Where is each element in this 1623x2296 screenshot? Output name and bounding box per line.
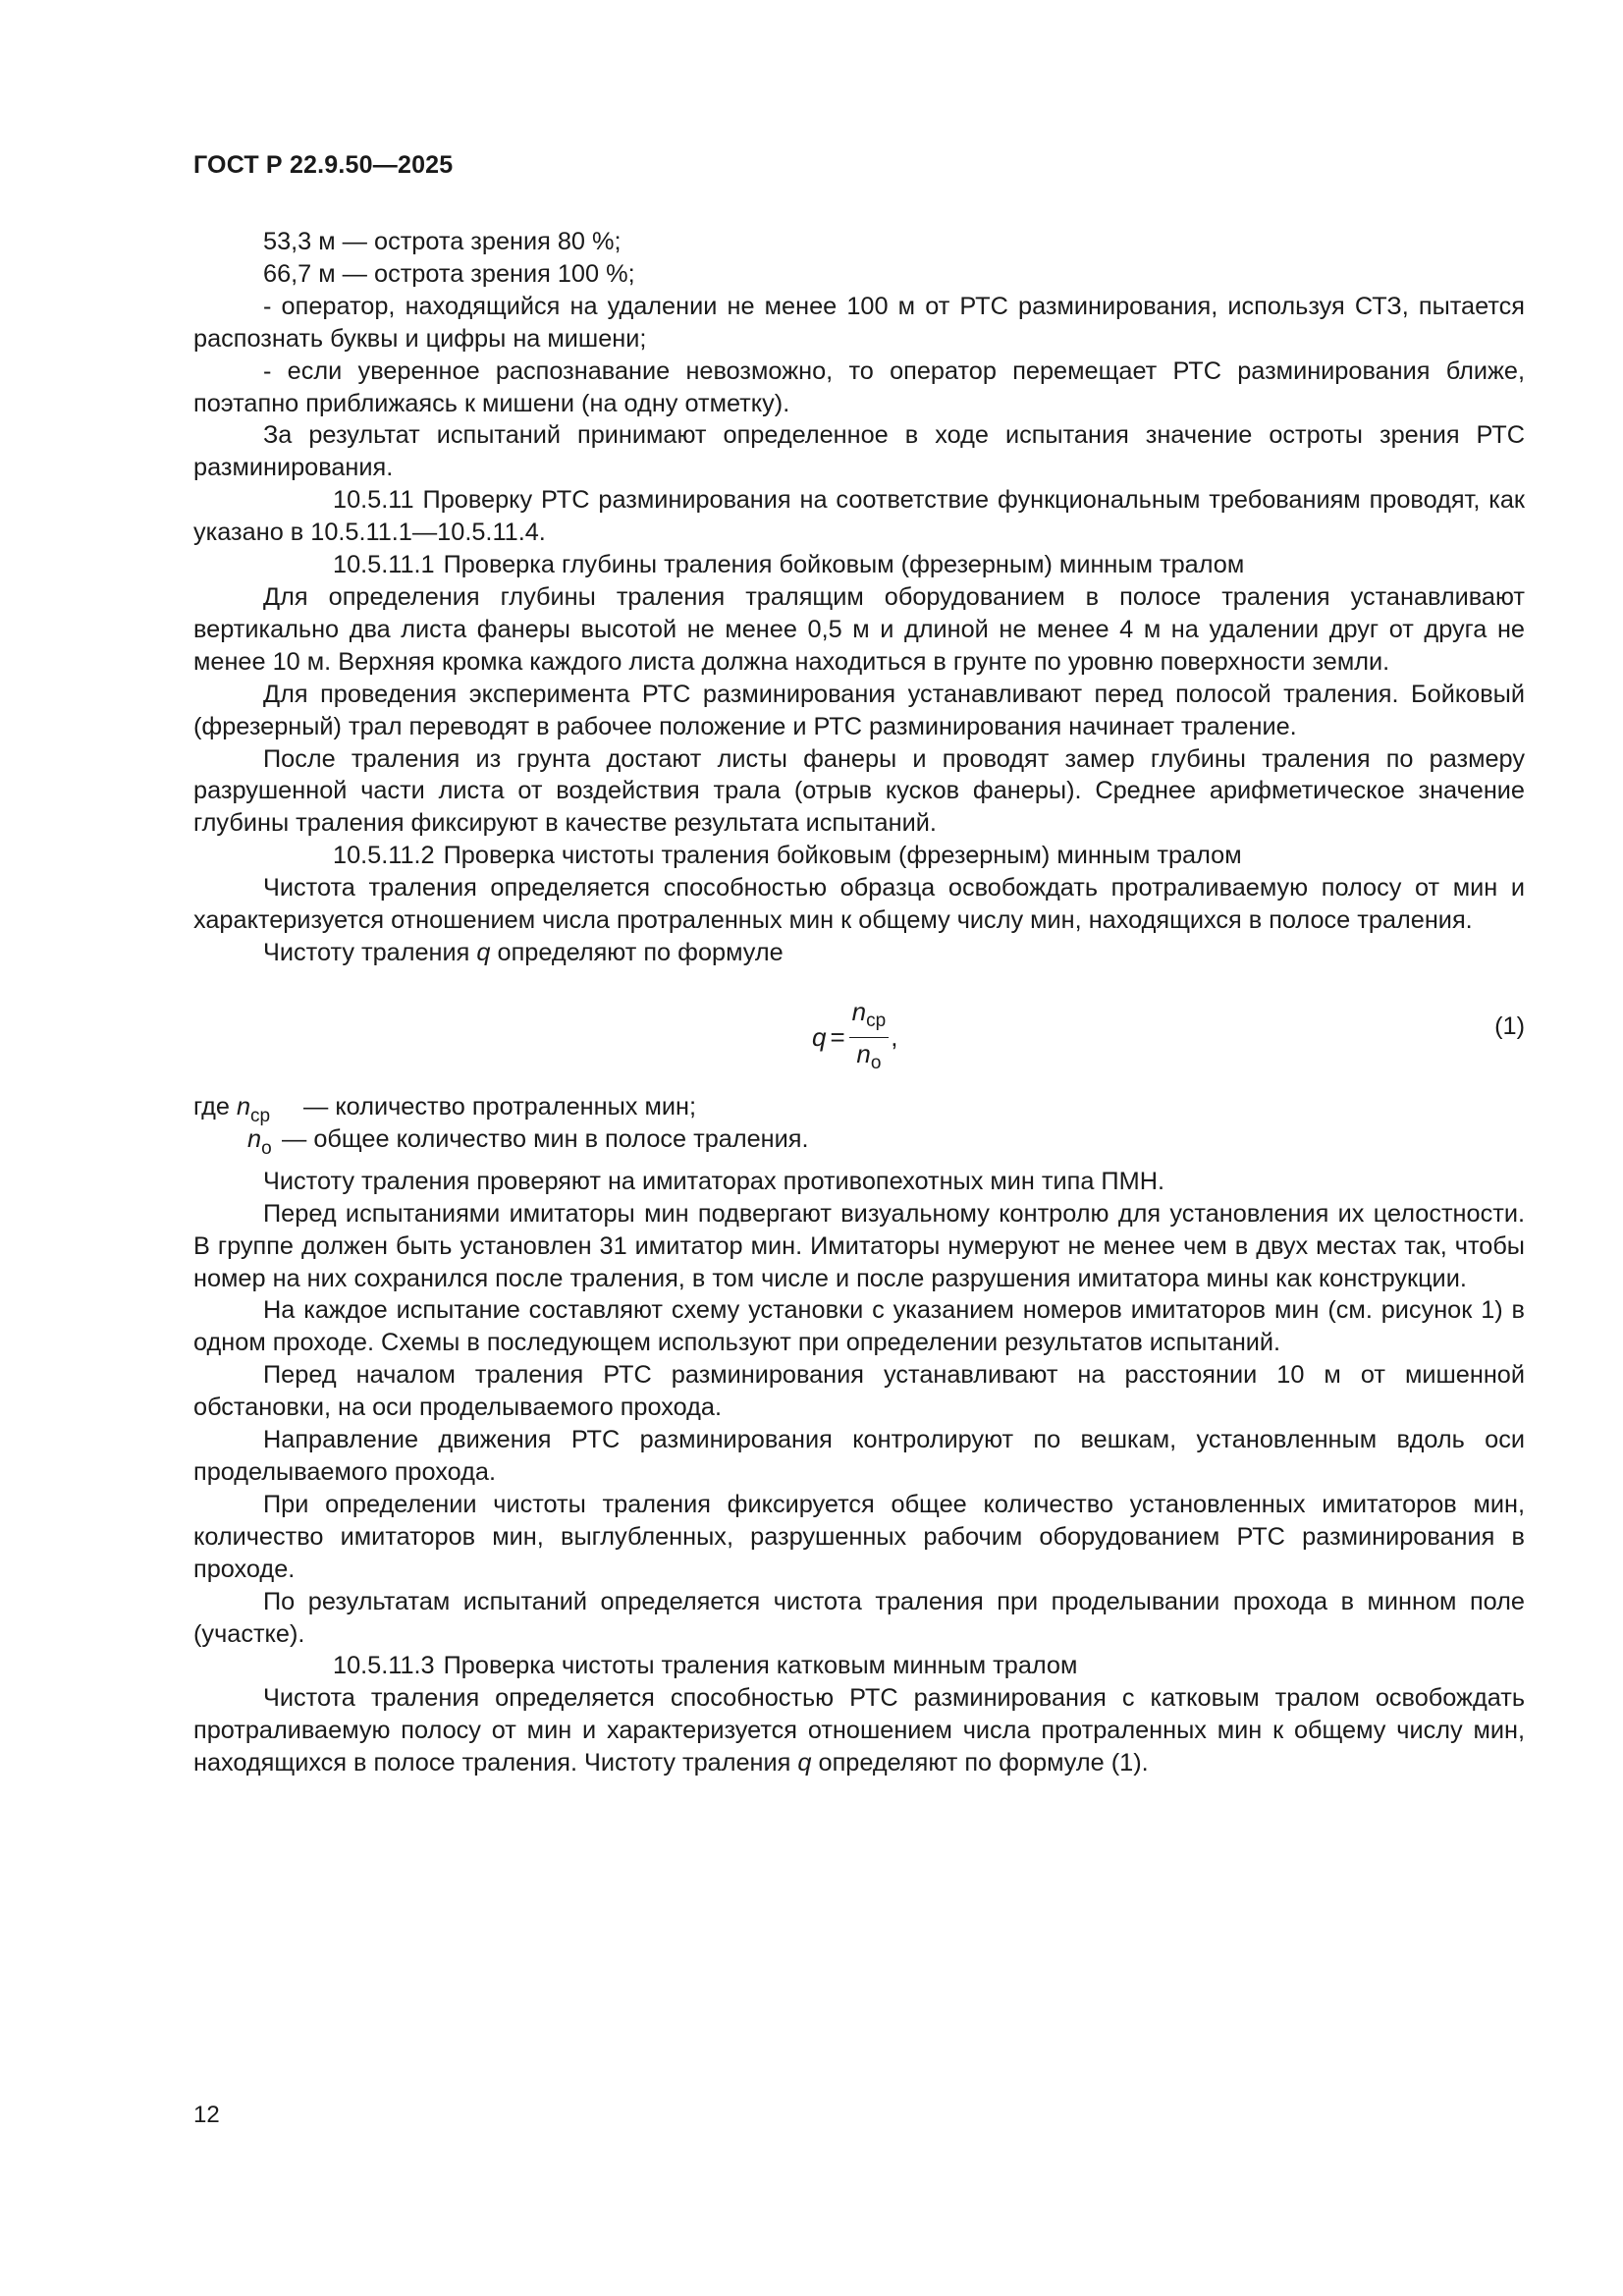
paragraph: - если уверенное распознавание невозможно, то оператор перемещает РТС разминирования ближе, поэтапно приближаясь к мишени (на одну отметку). [193, 356, 1525, 417]
fraction-denominator: $n_о$ [856, 1038, 882, 1073]
clause-10-5-11-1 [193, 549, 1525, 581]
paragraph: Чистота траления определяется способностью образца освобождать протраливаемую полосу от мин и характеризуется отношением числа протраленных мин к общему числу мин, находящихся в полосе траления. [193, 874, 1525, 935]
clause-number: 10.5.11.3 [333, 1652, 435, 1680]
page-number: 12 [193, 2102, 220, 2128]
clause-10-5-11 [193, 484, 1525, 549]
fraction-numerator: $n_{ср}$ [849, 997, 890, 1038]
formula-intro: Чистоту траления q определяют по формуле [263, 938, 784, 966]
clause-text: Проверку РТС разминирования на соответствие функциональным требованиям проводят, как указано в 10.5.11.1—10.5.11.4. [193, 486, 1525, 547]
paragraph: Для проведения эксперимента РТС разминирования устанавливают перед полосой траления. Бойковый (фрезерный) трал переводят в рабочее положение и РТС разминирования начинает траление. [193, 680, 1525, 740]
clause-number: 10.5.11.1 [333, 551, 435, 579]
variable-q: q [476, 938, 491, 966]
paragraph: Чистоту траления проверяют на имитаторах противопехотных мин типа ПМН. [263, 1167, 1164, 1195]
document-body [193, 226, 1525, 1779]
legend-desc: — количество протраленных мин; [303, 1092, 696, 1121]
clause-10-5-11-3 [193, 1650, 1525, 1682]
formula-fraction [849, 997, 890, 1078]
formula-legend [193, 1091, 1525, 1159]
clause-title: Проверка чистоты траления бойковым (фрезерным) минным тралом [443, 842, 1242, 870]
paragraph: Чистота траления определяется способностью РТС разминирования с катковым тралом освобождать протраливаемую полосу от мин и характеризуется отношением числа протраленных мин к общему числу мин, находящихся в полосе траления. Чистоту траления q определяют по формуле (1). [193, 1684, 1525, 1777]
variable-q: q [797, 1749, 812, 1777]
clause-10-5-11-2 [193, 840, 1525, 872]
clause-title: Проверка глубины траления бойковым (фрезерным) минным тралом [443, 551, 1245, 579]
paragraph: На каждое испытание составляют схему установки с указанием номеров имитаторов мин (см. рисунок 1) в одном проходе. Схемы в последующем используют при определении результатов испытаний. [193, 1296, 1525, 1357]
formula-equals: = [830, 1021, 845, 1052]
paragraph: 53,3 м — острота зрения 80 %; [263, 228, 622, 255]
paragraph: Перед началом траления РТС разминирования устанавливают на расстоянии 10 м от мишенной обстановки, на оси проделываемого прохода. [193, 1361, 1525, 1422]
paragraph: Для определения глубины траления тралящим оборудованием в полосе траления устанавливают вертикально два листа фанеры высотой не менее 0,5 м и длиной не менее 4 м на удалении друг от друга не менее 10 м. Верхняя кромка каждого листа должна находиться в грунте по уровню поверхности земли. [193, 582, 1525, 676]
paragraph: 66,7 м — острота зрения 100 %; [263, 259, 635, 288]
paragraph: Направление движения РТС разминирования контролируют по вешкам, установленным вдоль оси проделываемого прохода. [193, 1426, 1525, 1486]
legend-row: где $n_{ср}$ [193, 1092, 271, 1126]
paragraph: Перед испытаниями имитаторы мин подвергают визуальному контролю для установления их целостности. В группе должен быть установлен 31 имитатор мин. Имитаторы нумеруют не менее чем в двух местах так, чтобы номер на них сохранился после траления, в том числе и после разрушения имитатора мины как конструкции. [193, 1199, 1525, 1292]
formula-comma: , [891, 1021, 898, 1052]
clause-title: Проверка чистоты траления катковым минным тралом [443, 1652, 1078, 1680]
clause-number: 10.5.11.2 [333, 842, 435, 870]
formula-number: (1) [1494, 1011, 1525, 1040]
paragraph: После траления из грунта достают листы фанеры и проводят замер глубины траления по размеру разрушенной части листа от воздействия трала (отрыв кусков фанеры). Среднее арифметическое значение глубины траления фиксируют в качестве результата испытаний. [193, 744, 1525, 838]
formula-lhs: q [812, 1021, 827, 1052]
paragraph: За результат испытаний принимают определенное в ходе испытания значение остроты зрения РТС разминирования. [193, 421, 1525, 482]
paragraph: При определении чистоты траления фиксируется общее количество установленных имитаторов мин, количество имитаторов мин, выглубленных, разрушенных рабочим оборудованием РТС разминирования в проходе. [193, 1490, 1525, 1583]
clause-number: 10.5.11 [333, 486, 414, 515]
legend-desc: — общее количество мин в полосе траления. [282, 1124, 809, 1153]
paragraph: По результатам испытаний определяется чистота траления при проделывании прохода в минном поле (участке). [193, 1587, 1525, 1648]
document-header: ГОСТ Р 22.9.50—2025 [193, 151, 454, 179]
paragraph: - оператор, находящийся на удалении не менее 100 м от РТС разминирования, используя СТЗ, пытается распознать буквы и цифры на мишени; [193, 292, 1525, 353]
formula-1 [193, 969, 1525, 1091]
legend-row: $n_о$ [247, 1124, 272, 1159]
